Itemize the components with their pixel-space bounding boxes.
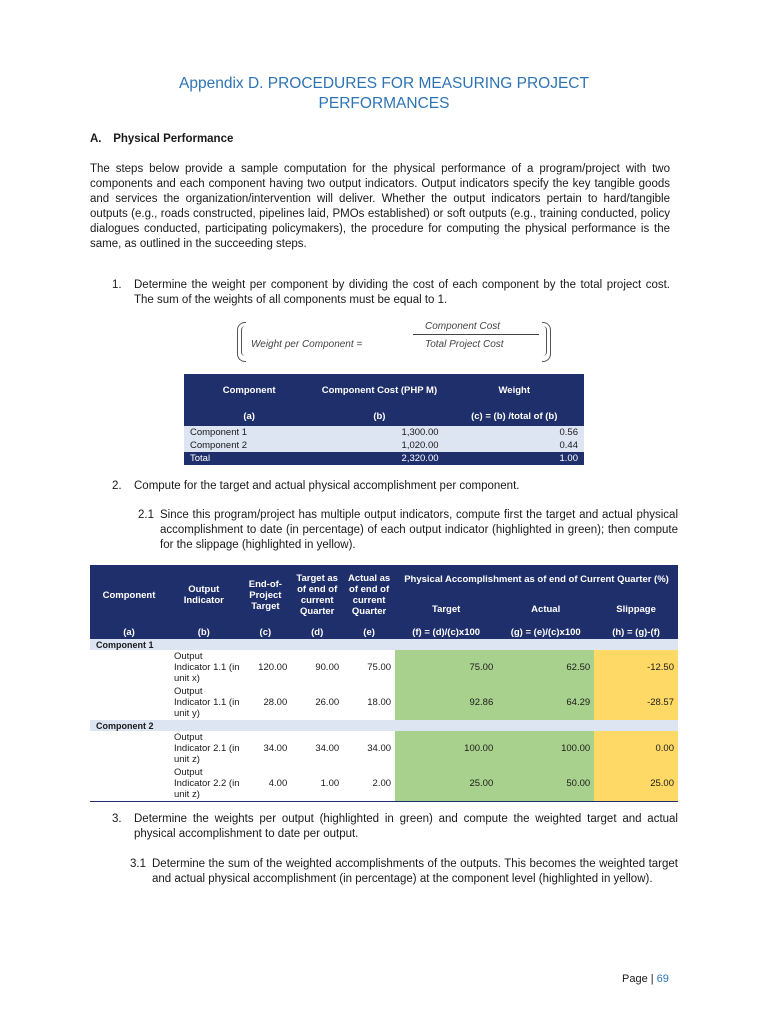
table-total-row xyxy=(184,452,584,465)
substep-number: 3.1 xyxy=(130,858,146,870)
table-row xyxy=(90,685,678,720)
table-row xyxy=(184,439,584,452)
cell-cost: 1,300.00 xyxy=(314,426,444,439)
col-header-pa-target: Target xyxy=(395,593,497,625)
step-number: 1. xyxy=(112,279,122,291)
step-number: 2. xyxy=(112,480,122,492)
cell-f: 92.86 xyxy=(395,685,497,720)
cell-component: Component 2 xyxy=(184,439,314,452)
substep-2-1 xyxy=(138,508,678,553)
col-header-slippage: Slippage xyxy=(594,593,678,625)
cell-weight: 0.56 xyxy=(445,426,584,439)
section-heading xyxy=(90,133,233,145)
col-header-component: Component xyxy=(90,565,168,625)
cell-f: 100.00 xyxy=(395,731,497,766)
weight-formula xyxy=(233,318,555,366)
col-subheader-c: (c) xyxy=(240,625,292,639)
col-header-actual: Actual as of end of current Quarter xyxy=(343,565,395,625)
cell-cost: 1,020.00 xyxy=(314,439,444,452)
cell-output-indicator: Output Indicator 1.1 (in unit y) xyxy=(174,686,240,719)
cell-c: 34.00 xyxy=(263,743,288,754)
col-header-group: Physical Accomplishment as of end of Current Quarter (%) xyxy=(395,565,678,593)
cell-h: 0.00 xyxy=(594,731,678,766)
cell-e: 18.00 xyxy=(367,697,392,708)
section-title: Physical Performance xyxy=(113,133,234,145)
formula-numerator: Component Cost xyxy=(425,321,501,332)
substep-number: 2.1 xyxy=(138,509,154,521)
cell-g: 64.29 xyxy=(497,685,594,720)
table-row xyxy=(90,766,678,802)
cell-output-indicator: Output Indicator 2.1 (in unit z) xyxy=(174,732,240,765)
component-group-row xyxy=(90,720,678,731)
col-subheader-f: (f) = (d)/(c)x100 xyxy=(395,625,497,639)
col-subheader-d: (d) xyxy=(291,625,343,639)
component-group-row xyxy=(90,639,678,650)
cell-weight: 0.44 xyxy=(445,439,584,452)
cell-d: 26.00 xyxy=(315,697,340,708)
col-subheader-b: (b) xyxy=(314,406,444,426)
step-2 xyxy=(112,479,670,494)
col-header-pa-actual: Actual xyxy=(497,593,594,625)
step-number: 3. xyxy=(112,813,122,825)
formula-inner-bracket-left xyxy=(241,326,247,356)
table-row xyxy=(184,426,584,439)
cell-d: 90.00 xyxy=(315,662,340,673)
cell-e: 34.00 xyxy=(367,743,392,754)
page-label: Page | xyxy=(622,973,654,985)
col-header-cost: Component Cost (PHP M) xyxy=(314,374,444,406)
col-subheader-b: (b) xyxy=(168,625,239,639)
step-1 xyxy=(112,278,670,308)
cell-total-label: Total xyxy=(184,452,314,465)
cell-d: 1.00 xyxy=(291,766,343,802)
col-subheader-a: (a) xyxy=(184,406,314,426)
page-title-line1: Appendix D. PROCEDURES FOR MEASURING PROJECT xyxy=(179,75,589,92)
cell-c: 4.00 xyxy=(240,766,292,802)
substep-text: Determine the sum of the weighted accomplishments of the outputs. This becomes the weighted target and actual physical accomplishment (in percentage) at the component level (highlighted in yellow). xyxy=(152,858,678,885)
page-number: 69 xyxy=(656,973,669,985)
col-subheader-c: (c) = (b) /total of (b) xyxy=(445,406,584,426)
substep-3-1 xyxy=(130,857,678,887)
formula-denominator: Total Project Cost xyxy=(425,339,504,350)
col-subheader-e: (e) xyxy=(343,625,395,639)
page-footer xyxy=(622,973,669,985)
cell-g: 100.00 xyxy=(497,731,594,766)
page-title xyxy=(90,74,678,114)
col-subheader-g: (g) = (e)/(c)x100 xyxy=(497,625,594,639)
col-subheader-a: (a) xyxy=(90,625,168,639)
step-3 xyxy=(112,812,678,842)
cell-h: 25.00 xyxy=(594,766,678,802)
step-text: Compute for the target and actual physical accomplishment per component. xyxy=(134,480,520,492)
cell-g: 50.00 xyxy=(497,766,594,802)
table-row xyxy=(90,731,678,766)
cell-h: -28.57 xyxy=(594,685,678,720)
substep-text: Since this program/project has multiple output indicators, compute first the target and actual physical accomplishment to date (in percentage) of each output indicator (highlighted in green); then compute for the slippage (highlighted in yellow). xyxy=(160,509,678,551)
cell-total-cost: 2,320.00 xyxy=(314,452,444,465)
col-header-eop-target: End-of-Project Target xyxy=(240,565,292,625)
cell-f: 25.00 xyxy=(395,766,497,802)
col-subheader-h: (h) = (g)-(f) xyxy=(594,625,678,639)
step-text: Determine the weights per output (highlighted in green) and compute the weighted target and actual physical accomplishment to date per output. xyxy=(134,813,678,840)
physical-accomplishment-table xyxy=(90,565,678,802)
cell-c: 28.00 xyxy=(263,697,288,708)
cell-component: Component 1 xyxy=(184,426,314,439)
cell-output-indicator: Output Indicator 2.2 (in unit z) xyxy=(90,766,240,802)
component-group-label: Component 1 xyxy=(90,639,678,650)
formula-lhs: Weight per Component = xyxy=(251,339,363,350)
formula-fraction-bar xyxy=(413,334,539,335)
cell-e: 2.00 xyxy=(343,766,395,802)
cell-h: -12.50 xyxy=(594,650,678,685)
cell-f: 75.00 xyxy=(395,650,497,685)
col-header-weight: Weight xyxy=(445,374,584,406)
section-letter: A. xyxy=(90,133,102,145)
col-header-target: Target as of end of current Quarter xyxy=(291,565,343,625)
col-header-output: Output Indicator xyxy=(168,565,239,625)
page-title-line2: PERFORMANCES xyxy=(318,95,450,112)
table-row xyxy=(90,650,678,685)
formula-bracket-right xyxy=(542,322,551,362)
component-group-label: Component 2 xyxy=(90,720,678,731)
intro-paragraph: The steps below provide a sample computation for the physical performance of a program/project with two components and each component having two output indicators. Output indicators specify the key tangible goods and services the organization/intervention will deliver. Whether the output indicators pertain to hard/tangible outputs (e.g., roads constructed, pipelines laid, PMOs established) or soft outputs (e.g., training conducted, policy dialogues conducted, participating policymakers), the procedure for computing the physical performance is the same, as outlined in the succeeding steps. xyxy=(90,163,670,250)
cell-total-weight: 1.00 xyxy=(445,452,584,465)
cell-output-indicator: Output Indicator 1.1 (in unit x) xyxy=(174,651,240,684)
cell-g: 62.50 xyxy=(497,650,594,685)
component-weight-table xyxy=(184,374,584,465)
cell-d: 34.00 xyxy=(315,743,340,754)
step-text: Determine the weight per component by dividing the cost of each component by the total project cost. The sum of the weights of all components must be equal to 1. xyxy=(134,279,670,306)
cell-e: 75.00 xyxy=(367,662,392,673)
col-header-component: Component xyxy=(184,374,314,406)
cell-c: 120.00 xyxy=(258,662,288,673)
